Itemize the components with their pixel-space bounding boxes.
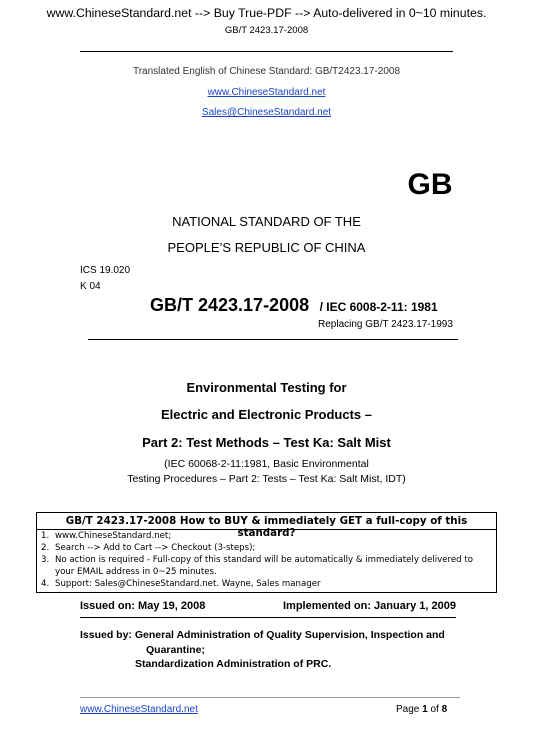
buy-info-box xyxy=(36,512,497,593)
page-total: 8 xyxy=(441,704,448,715)
website-link[interactable]: www.ChineseStandard.net xyxy=(207,87,326,98)
buy-box-title: GB/T 2423.17-2008 How to BUY & immediately GET a full-copy of this standard? xyxy=(65,515,468,539)
issuer-line2: Quarantine; xyxy=(146,644,205,656)
title-line1: NATIONAL STANDARD OF THE xyxy=(172,214,361,229)
ics-code: ICS 19.020 xyxy=(80,265,131,276)
buy-step-text[interactable]: www.ChineseStandard.net; xyxy=(55,531,172,541)
implemented-date: Implemented on: January 1, 2009 xyxy=(283,600,457,612)
buy-step-text: No action is required - Full-copy of this standard will be automatically & immediately delivered to xyxy=(55,555,473,565)
replacing-note: Replacing GB/T 2423.17-1993 xyxy=(318,319,453,330)
translated-note: Translated English of Chinese Standard: GB/T2423.17-2008 xyxy=(132,66,401,77)
k-code: K 04 xyxy=(80,281,101,292)
doc-subtitle-line2: Testing Procedures – Part 2: Tests – Test Ka: Salt Mist, IDT) xyxy=(127,473,406,485)
issuer-line1: Issued by: General Administration of Quality Supervision, Inspection and xyxy=(80,629,445,641)
standard-number-row xyxy=(150,295,438,316)
buy-step-text: Support: Sales@ChineseStandard.net. Wayne, Sales manager xyxy=(55,579,321,589)
standard-divider xyxy=(88,339,458,340)
buy-step: 2. Search --> Add to Cart --> Checkout (3-steps); xyxy=(41,543,256,553)
doc-subtitle-line1: (IEC 60068-2-11:1981, Basic Environmental xyxy=(164,458,369,470)
buy-step: 4. Support: Sales@ChineseStandard.net. Wayne, Sales manager xyxy=(41,579,321,589)
header-promo: www.ChineseStandard.net --> Buy True-PDF --> Auto-delivered in 0~10 minutes. xyxy=(46,6,487,20)
issued-date: Issued on: May 19, 2008 xyxy=(80,600,206,612)
page-number: 1 xyxy=(422,704,428,715)
doc-title-line2: Electric and Electronic Products – xyxy=(161,407,372,422)
standard-number: GB/T 2423.17-2008 xyxy=(150,295,310,315)
gb-logo: GB xyxy=(407,168,453,201)
buy-step-text: Search --> Add to Cart --> Checkout (3-steps); xyxy=(55,543,256,553)
header-divider xyxy=(80,51,453,52)
buy-step xyxy=(41,567,217,577)
title-line2: PEOPLE’S REPUBLIC OF CHINA xyxy=(167,240,366,255)
footer-divider xyxy=(80,697,460,698)
doc-title-line1: Environmental Testing for xyxy=(186,380,347,395)
page-indicator: Page 1 of 8 xyxy=(396,704,448,715)
footer-website-link[interactable]: www.ChineseStandard.net xyxy=(80,704,198,715)
header-code: GB/T 2423.17-2008 xyxy=(224,25,309,36)
doc-title-line3: Part 2: Test Methods – Test Ka: Salt Mist xyxy=(142,435,391,450)
buy-step: 3. No action is required - Full-copy of this standard will be automatically & immediately delivered to xyxy=(41,555,473,565)
email-link[interactable]: Sales@ChineseStandard.net xyxy=(201,107,332,118)
buy-box-rule xyxy=(37,529,496,530)
iec-equivalent: / IEC 6008-2-11: 1981 xyxy=(319,300,438,314)
buy-step-text: your EMAIL address in 0~25 minutes. xyxy=(55,567,217,577)
buy-step: 1. www.ChineseStandard.net; xyxy=(41,531,172,541)
dates-divider xyxy=(80,617,456,618)
issuer-line3: Standardization Administration of PRC. xyxy=(135,658,332,670)
